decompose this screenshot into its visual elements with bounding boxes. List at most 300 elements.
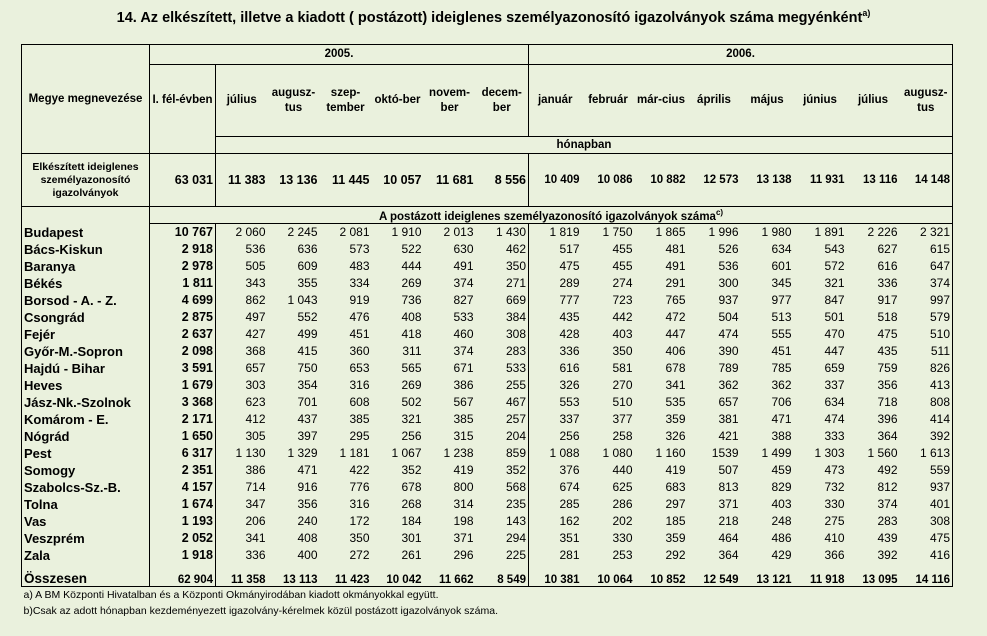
table-cell: 374	[877, 497, 898, 511]
table-cell: 1 181	[339, 446, 370, 460]
total-value: 11 918	[794, 564, 847, 587]
table-row	[22, 275, 953, 292]
table-cell: 6 317	[150, 445, 216, 462]
total-value: 13 121	[741, 564, 794, 587]
table-cell: 2 321	[900, 224, 953, 242]
table-cell: 204	[476, 428, 529, 445]
table-cell: 536	[718, 259, 739, 273]
table-cell: 303	[216, 377, 268, 394]
table-cell: 1 499	[761, 446, 792, 460]
table-cell: 937	[718, 293, 739, 307]
table-cell: 475	[900, 530, 953, 547]
table-cell: 470	[824, 327, 845, 341]
table-cell: 316	[349, 378, 370, 392]
month-header: május	[741, 65, 794, 137]
table-cell: 1 613	[900, 445, 953, 462]
table-cell: 4 157	[150, 479, 216, 496]
county-name: Borsod - A. - Z.	[22, 292, 150, 309]
table-cell: 486	[771, 531, 792, 545]
table-cell: 248	[771, 514, 792, 528]
table-cell: 397	[297, 429, 318, 443]
table-cell: 601	[771, 259, 792, 273]
table-cell: 143	[476, 513, 529, 530]
table-row	[22, 309, 953, 326]
table-cell: 474	[718, 327, 739, 341]
table-cell: 419	[665, 463, 686, 477]
table-cell: 750	[297, 361, 318, 375]
table-cell: 504	[718, 310, 739, 324]
table-cell: 374	[453, 344, 474, 358]
county-name: Fejér	[22, 326, 150, 343]
month-header: július	[847, 65, 900, 137]
table-cell: 396	[877, 412, 898, 426]
table-cell: 268	[401, 497, 422, 511]
table-cell: 352	[401, 463, 422, 477]
table-cell: 286	[612, 497, 633, 511]
table-cell: 568	[476, 479, 529, 496]
table-cell: 257	[476, 411, 529, 428]
table-cell: 977	[771, 293, 792, 307]
table-cell: 572	[824, 259, 845, 273]
table-cell: 1 160	[655, 446, 686, 460]
month-header: augusz-tus	[268, 65, 320, 137]
table-cell: 422	[349, 463, 370, 477]
table-cell: 271	[476, 275, 529, 292]
table-cell: 535	[665, 395, 686, 409]
table-cell: 274	[612, 276, 633, 290]
total-label: Összesen	[22, 564, 150, 587]
table-cell: 225	[476, 547, 529, 564]
table-cell: 315	[453, 429, 474, 443]
table-cell: 723	[612, 293, 633, 307]
table-cell: 356	[877, 378, 898, 392]
total-value: 10 064	[582, 564, 635, 587]
months-row	[22, 65, 953, 137]
table-row	[22, 343, 953, 360]
table-cell: 492	[877, 463, 898, 477]
table-cell: 736	[401, 293, 422, 307]
table-cell: 235	[476, 496, 529, 513]
table-cell: 403	[612, 327, 633, 341]
table-cell: 401	[900, 496, 953, 513]
table-cell: 2 081	[339, 225, 370, 239]
year-2005-header: 2005.	[150, 45, 529, 65]
table-cell: 776	[349, 480, 370, 494]
table-cell: 997	[900, 292, 953, 309]
prepared-value: 11 681	[424, 154, 476, 207]
table-cell: 917	[877, 293, 898, 307]
total-value: 13 095	[847, 564, 900, 587]
table-cell: 491	[453, 259, 474, 273]
county-name: Zala	[22, 547, 150, 564]
county-name: Heves	[22, 377, 150, 394]
table-cell: 400	[297, 548, 318, 562]
table-cell: 412	[216, 411, 268, 428]
prepared-value: 13 138	[741, 154, 794, 207]
county-name: Szabolcs-Sz.-B.	[22, 479, 150, 496]
table-cell: 240	[297, 514, 318, 528]
prepared-value: 10 882	[635, 154, 688, 207]
prepared-value: 11 445	[320, 154, 372, 207]
table-cell: 507	[718, 463, 739, 477]
table-row	[22, 428, 953, 445]
total-value: 13 113	[268, 564, 320, 587]
table-cell: 1 130	[216, 445, 268, 462]
table-cell: 2 637	[150, 326, 216, 343]
table-row	[22, 394, 953, 411]
table-cell: 345	[771, 276, 792, 290]
table-cell: 1 819	[529, 224, 582, 242]
table-cell: 634	[771, 242, 792, 256]
table-row	[22, 513, 953, 530]
table-cell: 198	[453, 514, 474, 528]
county-name: Nógrád	[22, 428, 150, 445]
table-cell: 269	[401, 276, 422, 290]
table-cell: 476	[349, 310, 370, 324]
table-cell: 413	[900, 377, 953, 394]
table-cell: 10 767	[150, 224, 216, 242]
table-cell: 1 329	[287, 446, 318, 460]
total-value: 11 358	[216, 564, 268, 587]
table-cell: 428	[529, 326, 582, 343]
county-name: Csongrád	[22, 309, 150, 326]
month-header: július	[216, 65, 268, 137]
table-cell: 634	[824, 395, 845, 409]
table-cell: 255	[476, 377, 529, 394]
table-cell: 352	[476, 462, 529, 479]
table-cell: 285	[529, 496, 582, 513]
table-cell: 2 226	[867, 225, 898, 239]
table-cell: 336	[877, 276, 898, 290]
table-cell: 785	[771, 361, 792, 375]
table-cell: 314	[453, 497, 474, 511]
table-cell: 336	[216, 547, 268, 564]
table-cell: 533	[453, 310, 474, 324]
table-cell: 281	[529, 547, 582, 564]
title-footnote-mark: a)	[862, 8, 871, 18]
table-cell: 623	[216, 394, 268, 411]
table-cell: 501	[824, 310, 845, 324]
table-row	[22, 292, 953, 309]
month-header: novem-ber	[424, 65, 476, 137]
table-cell: 683	[665, 480, 686, 494]
table-cell: 455	[612, 242, 633, 256]
table-cell: 579	[900, 309, 953, 326]
table-cell: 455	[612, 259, 633, 273]
table-cell: 427	[216, 326, 268, 343]
total-value: 10 852	[635, 564, 688, 587]
table-row	[22, 326, 953, 343]
table-cell: 326	[529, 377, 582, 394]
table-cell: 653	[349, 361, 370, 375]
prepared-label: Elkészített ideiglenes személyazonosító igazolványok	[22, 154, 150, 207]
table-cell: 330	[824, 497, 845, 511]
table-cell: 718	[877, 395, 898, 409]
month-header: I. fél-évben	[150, 65, 216, 137]
table-cell: 386	[216, 462, 268, 479]
table-cell: 800	[453, 480, 474, 494]
county-name: Komárom - E.	[22, 411, 150, 428]
table-cell: 714	[216, 479, 268, 496]
table-cell: 185	[665, 514, 686, 528]
table-cell: 701	[297, 395, 318, 409]
total-value: 11 662	[424, 564, 476, 587]
table-cell: 371	[718, 497, 739, 511]
table-cell: 2 978	[150, 258, 216, 275]
table-cell: 437	[297, 412, 318, 426]
table-cell: 418	[401, 327, 422, 341]
year-2006-header: 2006.	[529, 45, 953, 65]
table-cell: 368	[216, 343, 268, 360]
table-cell: 1 043	[287, 293, 318, 307]
table-cell: 184	[401, 514, 422, 528]
table-cell: 732	[824, 480, 845, 494]
table-cell: 447	[665, 327, 686, 341]
table-cell: 435	[529, 309, 582, 326]
table-cell: 1 674	[150, 496, 216, 513]
table-cell: 360	[349, 344, 370, 358]
table-cell: 789	[718, 361, 739, 375]
month-header: április	[688, 65, 741, 137]
table-cell: 1 560	[867, 446, 898, 460]
table-row	[22, 377, 953, 394]
table-cell: 300	[718, 276, 739, 290]
table-cell: 678	[401, 480, 422, 494]
table-cell: 2 060	[216, 224, 268, 242]
table-cell: 522	[401, 242, 422, 256]
table-cell: 1 750	[602, 225, 633, 239]
months-unit-header: hónapban	[216, 137, 953, 154]
table-cell: 334	[349, 276, 370, 290]
table-cell: 377	[612, 412, 633, 426]
table-cell: 172	[349, 514, 370, 528]
footnote-row	[22, 587, 953, 604]
prepared-value: 12 573	[688, 154, 741, 207]
mailed-header	[150, 207, 953, 224]
table-cell: 364	[877, 429, 898, 443]
prepared-value: 63 031	[150, 154, 216, 207]
table-cell: 336	[529, 343, 582, 360]
table-cell: 376	[529, 462, 582, 479]
table-cell: 674	[529, 479, 582, 496]
table-cell: 435	[877, 344, 898, 358]
table-cell: 826	[900, 360, 953, 377]
table-row	[22, 445, 953, 462]
table-cell: 812	[877, 480, 898, 494]
prepared-value: 10 057	[372, 154, 424, 207]
table-cell: 1 910	[391, 225, 422, 239]
table-cell: 462	[476, 241, 529, 258]
table-cell: 543	[824, 242, 845, 256]
table-cell: 467	[476, 394, 529, 411]
table-cell: 311	[402, 344, 422, 358]
prepared-row	[22, 154, 953, 207]
county-column-header	[22, 45, 150, 154]
prepared-value: 13 136	[268, 154, 320, 207]
table-cell: 374	[900, 275, 953, 292]
table-row	[22, 479, 953, 496]
table-cell: 2 245	[287, 225, 318, 239]
footnote-row	[22, 603, 953, 619]
table-cell: 573	[349, 242, 370, 256]
table-cell: 362	[771, 378, 792, 392]
table-cell: 1 996	[708, 225, 739, 239]
month-header: február	[582, 65, 635, 137]
table-cell: 447	[824, 344, 845, 358]
prepared-value: 13 116	[847, 154, 900, 207]
table-cell: 341	[665, 378, 686, 392]
table-cell: 337	[824, 378, 845, 392]
table-cell: 301	[401, 531, 422, 545]
table-cell: 581	[612, 361, 633, 375]
table-cell: 350	[349, 531, 370, 545]
table-cell: 3 368	[150, 394, 216, 411]
table-cell: 2 052	[150, 530, 216, 547]
county-name: Vas	[22, 513, 150, 530]
county-name: Békés	[22, 275, 150, 292]
table-cell: 536	[216, 241, 268, 258]
table-cell: 256	[529, 428, 582, 445]
table-cell: 2 918	[150, 241, 216, 258]
county-name: Somogy	[22, 462, 150, 479]
table-cell: 471	[297, 463, 318, 477]
mailed-header-row	[22, 207, 953, 224]
table-cell: 374	[453, 276, 474, 290]
total-value: 14 116	[900, 564, 953, 587]
table-cell: 937	[900, 479, 953, 496]
table-cell: 350	[476, 258, 529, 275]
prepared-value: 8 556	[476, 154, 529, 207]
table-cell: 565	[401, 361, 422, 375]
table-cell: 459	[771, 463, 792, 477]
table-cell: 460	[453, 327, 474, 341]
mailed-header-text: A postázott ideiglenes személyazonosító igazolványok száma	[378, 210, 716, 223]
table-cell: 2 098	[150, 343, 216, 360]
table-cell: 483	[349, 259, 370, 273]
table-cell: 364	[718, 548, 739, 562]
table-cell: 1 193	[150, 513, 216, 530]
table-cell: 555	[771, 327, 792, 341]
county-name: Jász-Nk.-Szolnok	[22, 394, 150, 411]
table-cell: 414	[900, 411, 953, 428]
table-cell: 341	[216, 530, 268, 547]
table-cell: 218	[718, 514, 739, 528]
table-cell: 390	[718, 344, 739, 358]
table-cell: 2 171	[150, 411, 216, 428]
table-cell: 451	[771, 344, 792, 358]
table-cell: 333	[824, 429, 845, 443]
table-cell: 1 430	[476, 224, 529, 242]
table-cell: 473	[824, 463, 845, 477]
table-cell: 847	[824, 293, 845, 307]
table-cell: 356	[297, 497, 318, 511]
table-cell: 505	[216, 258, 268, 275]
total-value: 10 042	[372, 564, 424, 587]
table-cell: 1 811	[150, 275, 216, 292]
table-cell: 518	[877, 310, 898, 324]
table-cell: 647	[900, 258, 953, 275]
table-cell: 616	[529, 360, 582, 377]
table-cell: 636	[297, 242, 318, 256]
county-name: Budapest	[22, 224, 150, 242]
table-cell: 202	[612, 514, 633, 528]
table-cell: 416	[900, 547, 953, 564]
prepared-value: 14 148	[900, 154, 953, 207]
table-cell: 567	[453, 395, 474, 409]
table-cell: 292	[665, 548, 686, 562]
table-row	[22, 411, 953, 428]
table-cell: 1 080	[602, 446, 633, 460]
table-cell: 517	[529, 241, 582, 258]
county-name: Bács-Kiskun	[22, 241, 150, 258]
table-cell: 392	[877, 548, 898, 562]
month-header: decem-ber	[476, 65, 529, 137]
table-cell: 513	[771, 310, 792, 324]
table-cell: 359	[665, 412, 686, 426]
footnote: a) A BM Központi Hivatalban és a Központi Okmányirodában kiadott okmányokkal együtt.	[23, 589, 439, 601]
table-cell: 410	[824, 531, 845, 545]
table-cell: 2 351	[150, 462, 216, 479]
mailed-header-note: c)	[715, 207, 724, 217]
table-cell: 261	[401, 548, 422, 562]
table-cell: 440	[612, 463, 633, 477]
month-header: októ-ber	[372, 65, 424, 137]
table-cell: 270	[612, 378, 633, 392]
table-title	[0, 8, 987, 26]
table-cell: 294	[476, 530, 529, 547]
table-cell: 1 891	[814, 225, 845, 239]
total-value: 62 904	[150, 564, 216, 587]
month-header: szep-tember	[320, 65, 372, 137]
table-cell: 429	[771, 548, 792, 562]
table-cell: 862	[216, 292, 268, 309]
table-cell: 415	[297, 344, 318, 358]
table-cell: 258	[612, 429, 633, 443]
table-cell: 359	[665, 531, 686, 545]
total-value: 11 423	[320, 564, 372, 587]
prepared-value: 10 086	[582, 154, 635, 207]
table-cell: 659	[824, 361, 845, 375]
prepared-value: 10 409	[529, 154, 582, 207]
month-header: január	[529, 65, 582, 137]
table-cell: 291	[665, 276, 686, 290]
table-cell: 408	[401, 310, 422, 324]
table-cell: 275	[824, 514, 845, 528]
table-cell: 829	[771, 480, 792, 494]
total-value: 8 549	[476, 564, 529, 587]
table-cell: 386	[453, 378, 474, 392]
table-cell: 919	[349, 293, 370, 307]
table-cell: 808	[900, 394, 953, 411]
county-name: Veszprém	[22, 530, 150, 547]
table-cell: 2 013	[443, 225, 474, 239]
table-cell: 351	[529, 530, 582, 547]
table-cell: 3 591	[150, 360, 216, 377]
total-row	[22, 564, 953, 587]
table-cell: 616	[877, 259, 898, 273]
total-value: 12 549	[688, 564, 741, 587]
table-cell: 510	[900, 326, 953, 343]
table-cell: 475	[877, 327, 898, 341]
table-cell: 289	[529, 275, 582, 292]
table-cell: 283	[476, 343, 529, 360]
table-cell: 305	[216, 428, 268, 445]
table-row	[22, 462, 953, 479]
table-cell: 472	[665, 310, 686, 324]
table-cell: 419	[453, 463, 474, 477]
table-cell: 451	[349, 327, 370, 341]
table-cell: 511	[900, 343, 953, 360]
